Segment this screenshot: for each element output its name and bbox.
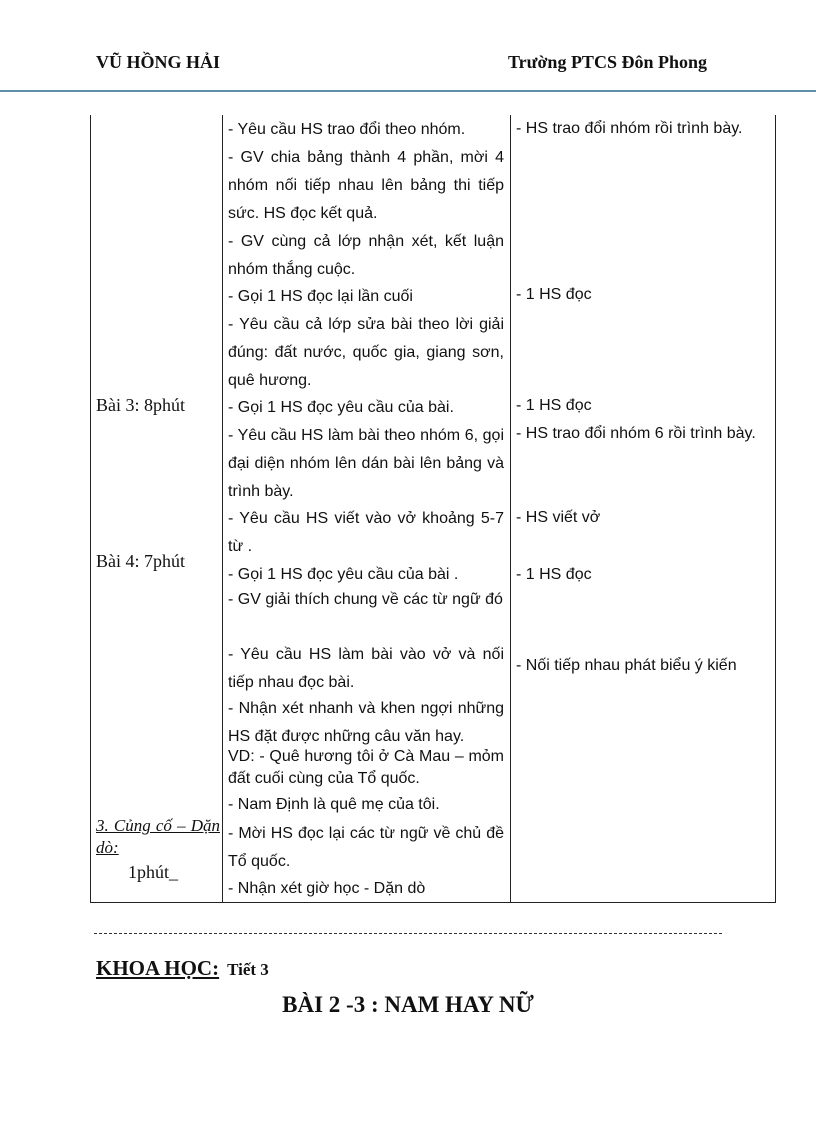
subject-label: KHOA HỌC: (96, 956, 220, 980)
header-school: Trường PTCS Đôn Phong (508, 52, 707, 72)
student-activity: - HS trao đổi nhóm 6 rồi trình bày. (516, 425, 756, 442)
section-heading (96, 956, 269, 981)
period-label: Tiết 3 (227, 960, 269, 979)
bai3-label: Bài 3: 8phút (96, 395, 185, 415)
bai4-label: Bài 4: 7phút (96, 551, 185, 571)
teacher-activity: - GV chia bảng thành 4 phần, mời 4 nhóm nối tiếp nhau lên bảng thi tiếp sức. HS đọc kết quả. (228, 149, 504, 222)
teacher-activity: - Gọi 1 HS đọc yêu cầu của bài. (228, 399, 454, 416)
section-divider (94, 933, 722, 934)
teacher-activity: - GV cùng cả lớp nhận xét, kết luận nhóm thắng cuộc. (228, 233, 504, 278)
student-activity: - 1 HS đọc (516, 286, 592, 303)
teacher-activity: VD: - Quê hương tôi ở Cà Mau – mỏm đất cuối cùng của Tổ quốc. (228, 748, 504, 787)
table-border-col2 (510, 115, 511, 903)
student-activity: - 1 HS đọc (516, 566, 592, 583)
teacher-activity: - Mời HS đọc lại các từ ngữ về chủ đề Tổ quốc. (228, 825, 504, 870)
student-activity: - HS viết vở (516, 509, 601, 526)
teacher-activity: - Gọi 1 HS đọc lại lần cuối (228, 288, 413, 305)
student-activity: - Nối tiếp nhau phát biểu ý kiến (516, 657, 737, 674)
student-activity: - 1 HS đọc (516, 397, 592, 414)
table-border-col1 (222, 115, 223, 903)
teacher-activity: - Yêu cầu HS làm bài vào vở và nối tiếp nhau đọc bài. (228, 646, 504, 691)
table-border-right (775, 115, 776, 903)
teacher-activity: - Yêu cầu HS viết vào vở khoảng 5-7 từ . (228, 510, 504, 555)
cungco-label: 3. Củng cố – Dặn dò: (96, 816, 220, 857)
header-divider (0, 90, 816, 92)
teacher-activity: - GV giải thích chung về các từ ngữ đó (228, 591, 503, 608)
teacher-activity: - Gọi 1 HS đọc yêu cầu của bài . (228, 566, 459, 583)
teacher-activity: - Yêu cầu cả lớp sửa bài theo lời giải đúng: đất nước, quốc gia, giang sơn, quê hương. (228, 316, 504, 389)
teacher-activity: - Nam Định là quê mẹ của tôi. (228, 796, 440, 813)
teacher-activity: - Nhận xét nhanh và khen ngợi những HS đặt được những câu văn hay. (228, 700, 504, 745)
teacher-activity: - Yêu cầu HS làm bài theo nhóm 6, gọi đại diện nhóm lên dán bài lên bảng và trình bày. (228, 427, 504, 500)
teacher-activity: - Yêu cầu HS trao đổi theo nhóm. (228, 121, 466, 138)
teacher-activity: - Nhận xét giờ học - Dặn dò (228, 880, 426, 897)
lesson-title: BÀI 2 -3 : NAM HAY NỮ (282, 992, 534, 1017)
student-activity: - HS trao đổi nhóm rồi trình bày. (516, 120, 743, 137)
table-border-left (90, 115, 91, 903)
header-author: VŨ HỒNG HẢI (96, 52, 221, 72)
cungco-time: 1phút_ (128, 862, 179, 882)
